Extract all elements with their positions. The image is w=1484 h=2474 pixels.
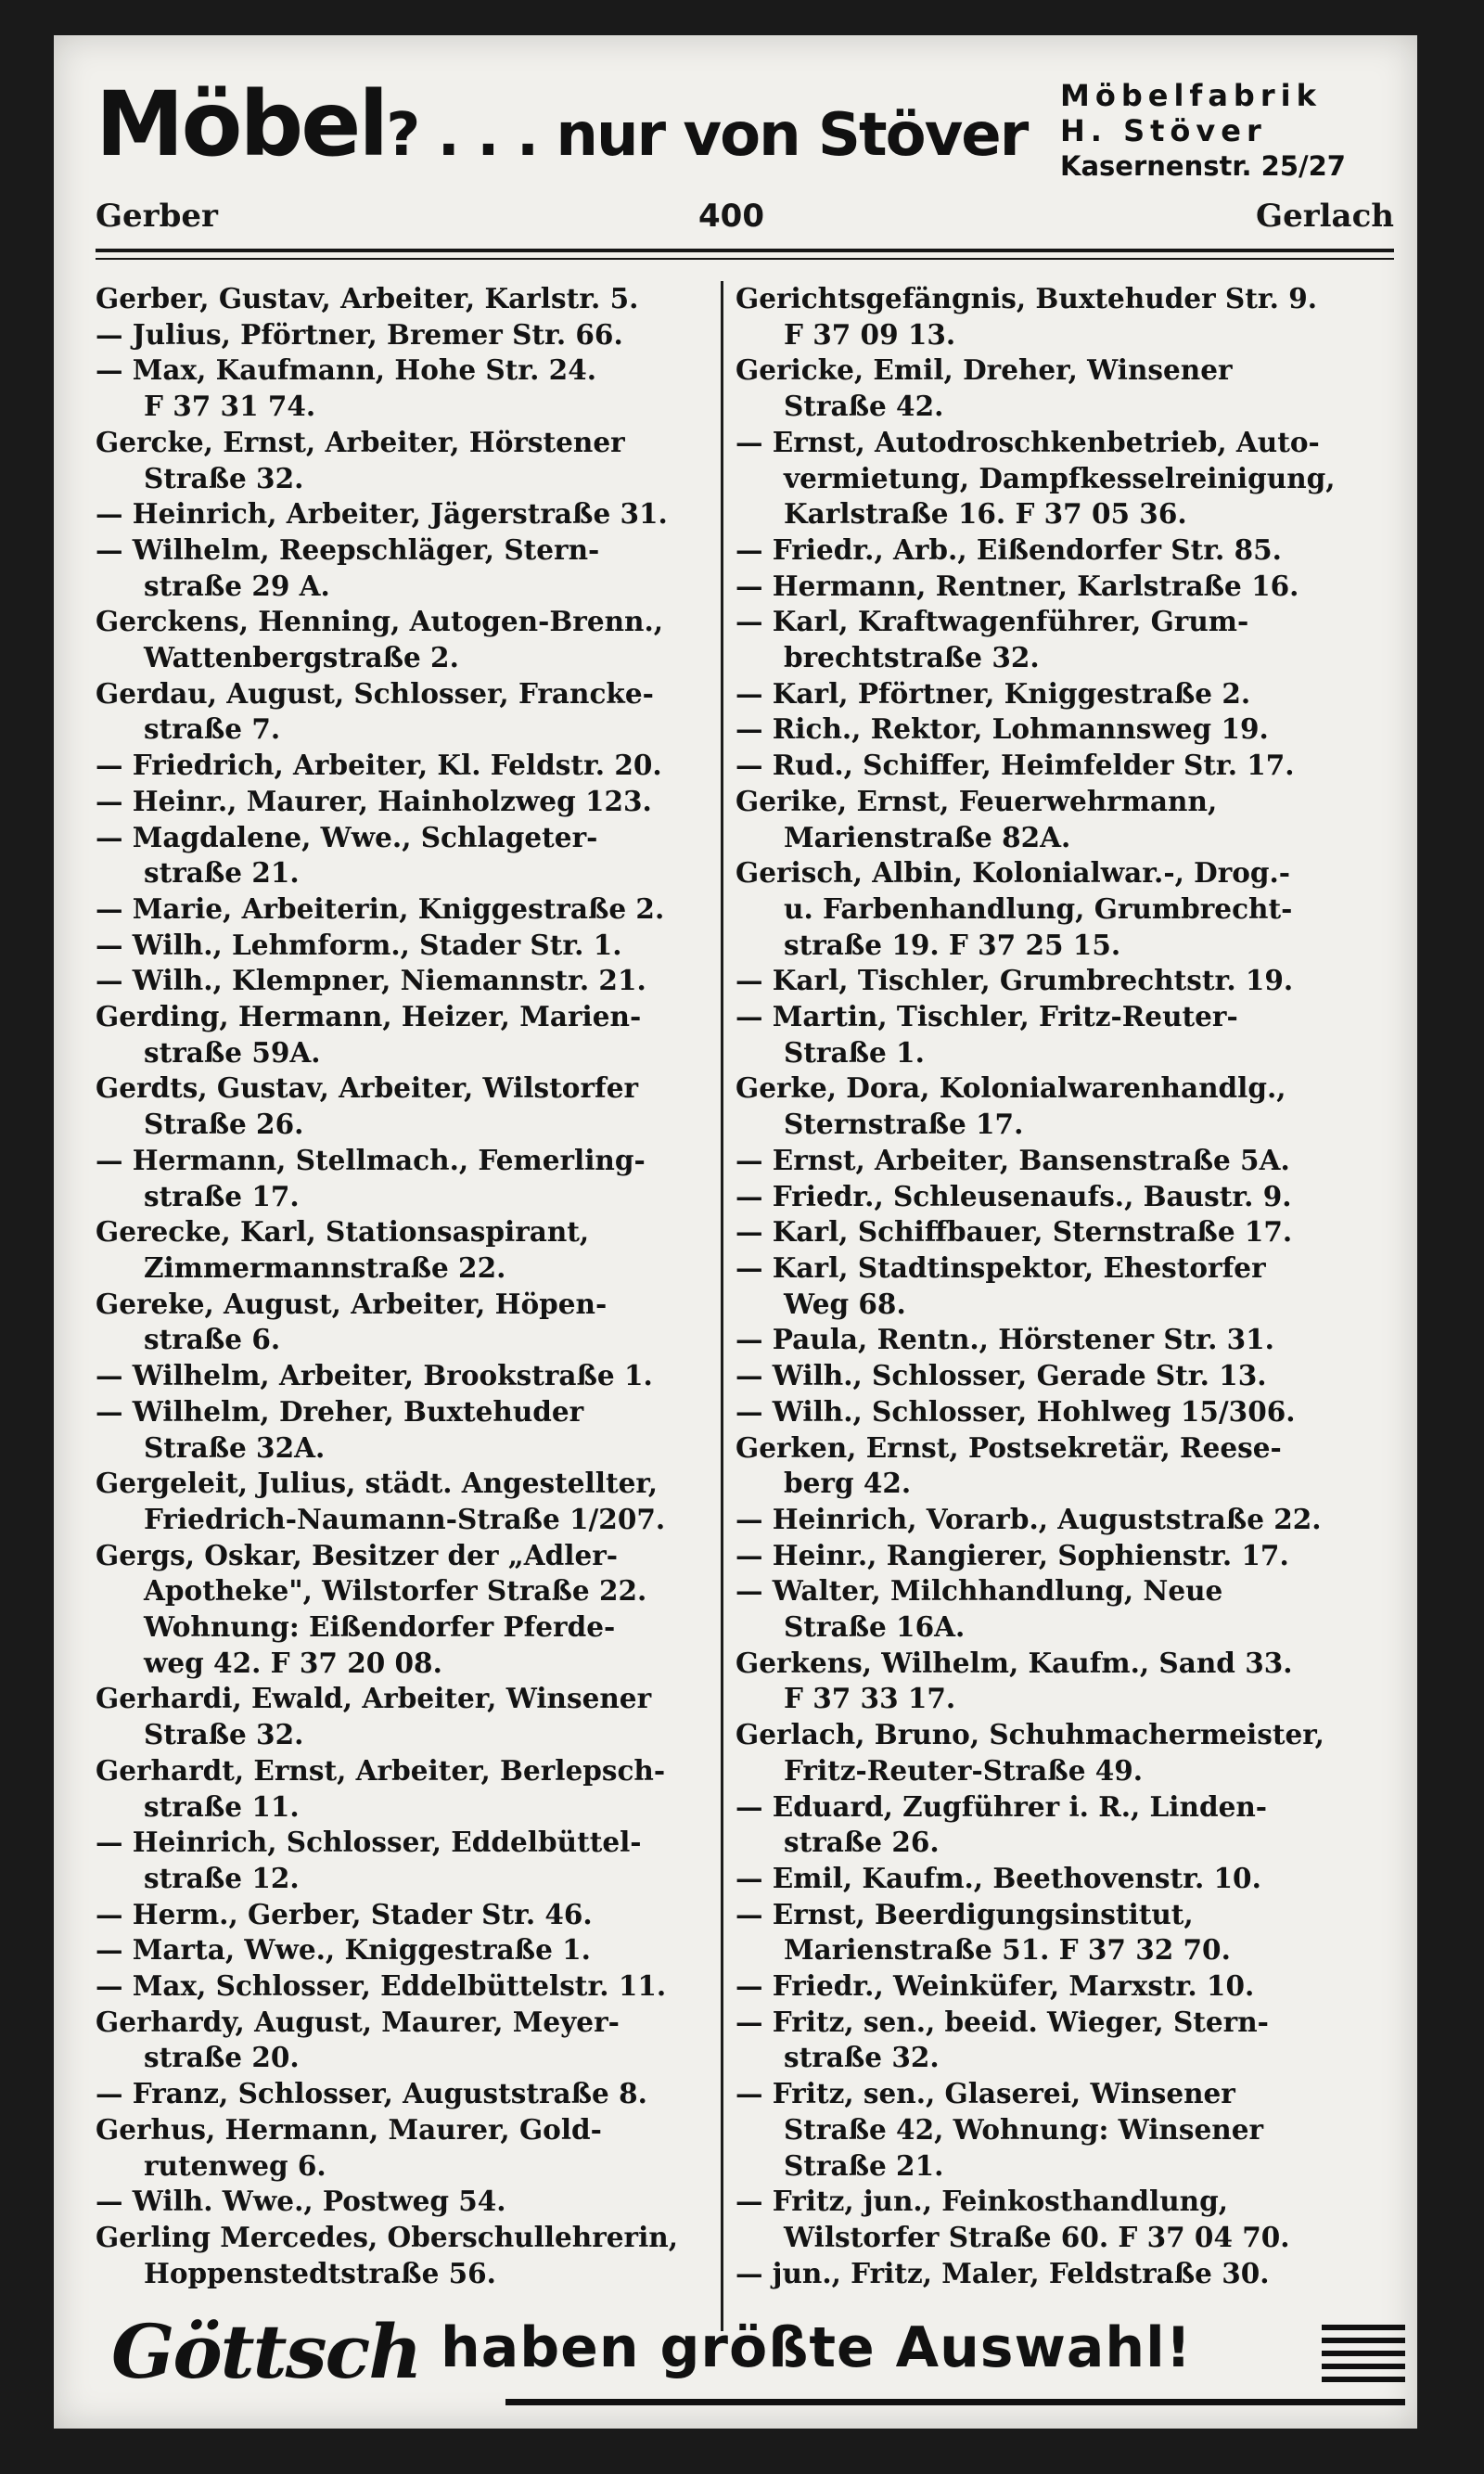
entry-continuation-line: Weg 68. [784, 1287, 906, 1320]
entry-line: Gericke, Emil, Dreher, Winsener [736, 353, 1233, 387]
entry-continuation-line: Straße 16A. [784, 1610, 966, 1644]
directory-entry [736, 1789, 1366, 1861]
directory-entry [96, 891, 726, 928]
entry-continuation-line: Marienstraße 82A. [784, 820, 1071, 853]
entry-line: Gergs, Oskar, Besitzer der „Adler- [96, 1538, 619, 1571]
entry-line: — jun., Fritz, Maler, Feldstraße 30. [736, 2256, 1270, 2289]
entry-continuation-line: Straße 1. [784, 1035, 925, 1069]
directory-entry [736, 569, 1366, 605]
directory-entry [736, 1573, 1366, 1645]
entry-line: — Franz, Schlosser, Auguststraße 8. [96, 2077, 647, 2110]
entry-line: Gerisch, Albin, Kolonialwar.-, Drog.- [736, 856, 1291, 890]
entry-continuation-line: Straße 32. [144, 1718, 304, 1751]
directory-entry [96, 1825, 726, 1896]
directory-entry [96, 1932, 726, 1968]
directory-entry [96, 1466, 726, 1537]
entry-line: — Karl, Stadtinspektor, Ehestorfer [736, 1250, 1266, 1284]
entry-continuation-line: u. Farbenhandlung, Grumbrecht- [784, 891, 1293, 925]
entry-continuation-line: brechtstraße 32. [784, 641, 1040, 674]
directory-entry [96, 784, 726, 820]
entry-continuation-line: F 37 31 74. [144, 390, 316, 423]
directory-entry [96, 1681, 726, 1752]
entry-line: Gercke, Ernst, Arbeiter, Hörstener [96, 425, 625, 458]
directory-entry [736, 676, 1366, 712]
entry-continuation-line: straße 19. F 37 25 15. [784, 928, 1121, 961]
entry-continuation-line: straße 59A. [144, 1035, 321, 1069]
directory-entry [736, 2005, 1366, 2076]
entry-continuation-line: Wilstorfer Straße 60. F 37 04 70. [784, 2220, 1290, 2253]
entry-continuation-line: Hoppenstedtstraße 56. [144, 2256, 496, 2289]
entry-line: Gergeleit, Julius, städt. Angestellter, [96, 1467, 659, 1500]
ad-slogan [96, 72, 1027, 176]
entry-continuation-line: Straße 42, Wohnung: Winsener [784, 2112, 1264, 2146]
directory-entry [96, 2076, 726, 2112]
entry-line: — Rud., Schiffer, Heimfelder Str. 17. [736, 749, 1295, 782]
ad-slogan-rest: ? . . . nur von Stöver [386, 101, 1028, 170]
directory-entry [736, 748, 1366, 784]
entry-line: — Ernst, Arbeiter, Bansenstraße 5A. [736, 1143, 1290, 1176]
directory-entry [96, 1070, 726, 1142]
directory-entry [736, 855, 1366, 963]
directory-entry [96, 604, 726, 675]
entry-continuation-line: rutenweg 6. [144, 2148, 326, 2182]
entry-continuation-line: F 37 09 13. [784, 317, 956, 351]
directory-entry [736, 784, 1366, 855]
entry-line: — Friedrich, Arbeiter, Kl. Feldstr. 20. [96, 749, 662, 782]
directory-entry [96, 1143, 726, 1214]
entry-line: Gerhardi, Ewald, Arbeiter, Winsener [96, 1682, 652, 1715]
entry-line: Gerhardy, August, Maurer, Meyer- [96, 2005, 620, 2038]
entry-continuation-line: Wattenbergstraße 2. [144, 641, 459, 674]
entry-line: — Wilh., Schlosser, Hohlweg 15/306. [736, 1394, 1296, 1428]
running-head-right: Gerlach [1256, 198, 1394, 235]
directory-entry [96, 496, 726, 532]
entry-continuation-line: vermietung, Dampfkesselreinigung, [784, 461, 1336, 494]
directory-entry [736, 1070, 1366, 1142]
entry-line: — Karl, Tischler, Grumbrechtstr. 19. [736, 964, 1294, 997]
directory-entry [96, 676, 726, 748]
entry-line: — Wilhelm, Reepschläger, Stern- [96, 532, 600, 566]
directory-entry [736, 1143, 1366, 1179]
directory-entry [96, 1753, 726, 1825]
entry-continuation-line: Straße 26. [144, 1108, 304, 1141]
directory-entry [736, 2184, 1366, 2255]
running-head-left: Gerber [96, 198, 218, 235]
entry-line: Gerckens, Henning, Autogen-Brenn., [96, 605, 664, 638]
directory-entry [96, 1897, 726, 1933]
entry-line: — Heinrich, Vorarb., Auguststraße 22. [736, 1502, 1322, 1535]
entry-continuation-line: Marienstraße 51. F 37 32 70. [784, 1933, 1231, 1967]
directory-entry [96, 1538, 726, 1682]
running-head [96, 198, 1394, 244]
entry-line: Gerhardt, Ernst, Arbeiter, Berlepsch- [96, 1753, 666, 1787]
entry-line: Gerdau, August, Schlosser, Francke- [96, 676, 654, 710]
entry-line: — Walter, Milchhandlung, Neue [736, 1574, 1223, 1608]
directory-entry [96, 2220, 726, 2291]
entry-continuation-line: Friedrich-Naumann-Straße 1/207. [144, 1502, 666, 1535]
entry-line: — Fritz, sen., Glaserei, Winsener [736, 2077, 1235, 2110]
entry-line: — Heinr., Maurer, Hainholzweg 123. [96, 784, 652, 817]
ad-brand: Göttsch [111, 2308, 421, 2395]
entry-line: — Karl, Schiffbauer, Sternstraße 17. [736, 1215, 1293, 1249]
entry-line: — Hermann, Stellmach., Femerling- [96, 1143, 646, 1176]
directory-entry [736, 604, 1366, 675]
entry-line: — Wilh., Klempner, Niemannstr. 21. [96, 964, 646, 997]
entry-line: — Friedr., Schleusenaufs., Baustr. 9. [736, 1179, 1292, 1212]
directory-entry [96, 928, 726, 964]
entry-line: Gerichtsgefängnis, Buxtehuder Str. 9. [736, 282, 1318, 314]
directory-entry [96, 353, 726, 424]
directory-entry [96, 2112, 726, 2184]
directory-entry [96, 2005, 726, 2076]
entry-line: Gerling Mercedes, Oberschullehrerin, [96, 2220, 679, 2253]
directory-entry [736, 1861, 1366, 1897]
directory-entry [96, 1358, 726, 1394]
entry-line: — Herm., Gerber, Stader Str. 46. [96, 1897, 593, 1930]
entry-line: Gerke, Dora, Kolonialwarenhandlg., [736, 1071, 1286, 1105]
entry-line: Gerken, Ernst, Postsekretär, Reese- [736, 1430, 1282, 1464]
entry-line: — Karl, Kraftwagenführer, Grum- [736, 605, 1249, 638]
bottom-advertisement [111, 2308, 1410, 2410]
entry-line: Gereke, August, Arbeiter, Höpen- [96, 1287, 608, 1320]
ad-firm-block [1060, 78, 1375, 184]
entry-line: Gerhus, Hermann, Maurer, Gold- [96, 2112, 602, 2146]
entry-line: Gerkens, Wilhelm, Kaufm., Sand 33. [736, 1646, 1293, 1679]
entry-continuation-line: straße 21. [144, 856, 300, 890]
directory-entry [96, 425, 726, 496]
column-divider [721, 281, 723, 2331]
directory-entry [736, 2256, 1366, 2292]
directory-entry [736, 1358, 1366, 1394]
entry-continuation-line: straße 17. [144, 1179, 300, 1212]
ad-firm-line1: Möbelfabrik [1060, 78, 1322, 113]
entry-line: — Max, Schlosser, Eddelbüttelstr. 11. [96, 1969, 667, 2003]
directory-entry [736, 1968, 1366, 2005]
entry-line: — Magdalene, Wwe., Schlageter- [96, 820, 598, 853]
directory-entry [736, 711, 1366, 748]
entry-line: — Fritz, jun., Feinkosthandlung, [736, 2185, 1228, 2218]
directory-entry [96, 999, 726, 1070]
directory-entry [96, 317, 726, 353]
ad-slogan-moebel: Möbel [96, 72, 387, 176]
ad-underline [505, 2399, 1405, 2405]
entry-line: — Paula, Rentn., Hörstener Str. 31. [736, 1323, 1274, 1356]
entry-line: — Rich., Rektor, Lohmannsweg 19. [736, 712, 1269, 746]
entry-continuation-line: straße 11. [144, 1789, 300, 1823]
entry-line: — Ernst, Autodroschkenbetrieb, Auto- [736, 425, 1320, 458]
directory-entry [736, 1646, 1366, 1717]
directory-entry [96, 1968, 726, 2005]
directory-entry [736, 2076, 1366, 2184]
entry-line: — Emil, Kaufm., Beethovenstr. 10. [736, 1861, 1261, 1894]
directory-entry [96, 1287, 726, 1358]
entry-continuation-line: Straße 42. [784, 390, 944, 423]
directory-entry [736, 353, 1366, 424]
entry-line: — Marie, Arbeiterin, Kniggestraße 2. [96, 891, 665, 925]
entry-continuation-line: Karlstraße 16. F 37 05 36. [784, 497, 1187, 531]
directory-entry [736, 1322, 1366, 1358]
entry-line: — Wilh., Lehmform., Stader Str. 1. [96, 928, 622, 961]
entry-line: — Wilh. Wwe., Postweg 54. [96, 2185, 506, 2218]
entry-line: — Fritz, sen., beeid. Wieger, Stern- [736, 2005, 1269, 2038]
directory-entry [736, 425, 1366, 532]
left-column [96, 281, 726, 2291]
entry-line: — Friedr., Arb., Eißendorfer Str. 85. [736, 532, 1282, 566]
entry-line: Gerding, Hermann, Heizer, Marien- [96, 1000, 642, 1033]
directory-entry [96, 1394, 726, 1466]
entry-line: — Martin, Tischler, Fritz-Reuter- [736, 1000, 1238, 1033]
header-rule-bottom [96, 258, 1394, 260]
entry-continuation-line: straße 29 A. [144, 569, 330, 602]
entry-continuation-line: straße 12. [144, 1861, 300, 1894]
directory-entry [736, 1394, 1366, 1430]
directory-entry [736, 1250, 1366, 1322]
entry-continuation-line: straße 26. [784, 1826, 940, 1859]
entry-continuation-line: straße 7. [144, 712, 281, 746]
entry-line: — Wilhelm, Dreher, Buxtehuder [96, 1394, 584, 1428]
entry-continuation-line: Straße 32A. [144, 1430, 326, 1464]
directory-entry [96, 1214, 726, 1286]
entry-line: Gerecke, Karl, Stationsaspirant, [96, 1215, 590, 1249]
entry-line: — Karl, Pförtner, Kniggestraße 2. [736, 676, 1251, 710]
directory-entry [736, 1502, 1366, 1538]
directory-entry [736, 1179, 1366, 1215]
entry-line: — Max, Kaufmann, Hohe Str. 24. [96, 353, 596, 387]
right-column [736, 281, 1366, 2291]
entry-continuation-line: Wohnung: Eißendorfer Pferde- [144, 1610, 616, 1644]
entry-line: — Heinrich, Schlosser, Eddelbüttel- [96, 1826, 642, 1859]
directory-entry [736, 1897, 1366, 1968]
directory-entry [736, 999, 1366, 1070]
entry-continuation-line: straße 32. [784, 2041, 940, 2074]
entry-continuation-line: Straße 32. [144, 461, 304, 494]
entry-line: — Wilh., Schlosser, Gerade Str. 13. [736, 1359, 1267, 1392]
entry-line: — Ernst, Beerdigungsinstitut, [736, 1897, 1194, 1930]
directory-entry [736, 1538, 1366, 1574]
directory-entry [736, 281, 1366, 353]
header-rule-top [96, 249, 1394, 252]
entry-continuation-line: weg 42. F 37 20 08. [144, 1646, 442, 1679]
entry-continuation-line: Straße 21. [784, 2148, 944, 2182]
directory-entry [96, 820, 726, 891]
ad-firm-line2: H. Stöver [1060, 113, 1267, 148]
directory-entry [96, 748, 726, 784]
directory-entry [96, 281, 726, 317]
entry-line: — Eduard, Zugführer i. R., Linden- [736, 1789, 1268, 1823]
entry-continuation-line: berg 42. [784, 1467, 912, 1500]
entry-line: — Wilhelm, Arbeiter, Brookstraße 1. [96, 1359, 653, 1392]
entry-continuation-line: Sternstraße 17. [784, 1108, 1024, 1141]
entry-line: — Heinrich, Arbeiter, Jägerstraße 31. [96, 497, 668, 531]
entry-continuation-line: Fritz-Reuter-Straße 49. [784, 1753, 1144, 1787]
entry-line: — Friedr., Weinküfer, Marxstr. 10. [736, 1969, 1255, 2003]
entry-line: — Hermann, Rentner, Karlstraße 16. [736, 569, 1299, 602]
directory-entry [736, 1717, 1366, 1788]
directory-entry [96, 963, 726, 999]
entry-line: Gerber, Gustav, Arbeiter, Karlstr. 5. [96, 282, 639, 314]
entry-line: Gerlach, Bruno, Schuhmachermeister, [736, 1718, 1324, 1751]
directory-entry [96, 532, 726, 604]
entry-continuation-line: F 37 33 17. [784, 1682, 956, 1715]
ad-firm-address: Kasernenstr. 25/27 [1060, 150, 1346, 182]
ad-bottom-slogan: haben größte Auswahl! [441, 2315, 1193, 2380]
directory-entry [736, 963, 1366, 999]
entry-continuation-line: Apotheke", Wilstorfer Straße 22. [144, 1574, 647, 1608]
entry-continuation-line: straße 20. [144, 2041, 300, 2074]
entry-line: — Marta, Wwe., Kniggestraße 1. [96, 1933, 591, 1967]
entry-line: Gerike, Ernst, Feuerwehrmann, [736, 784, 1218, 817]
entry-line: — Heinr., Rangierer, Sophienstr. 17. [736, 1538, 1289, 1571]
directory-entry [736, 1214, 1366, 1250]
directory-entry [96, 2184, 726, 2220]
top-advertisement [96, 63, 1394, 212]
directory-entry [736, 532, 1366, 569]
entry-line: Gerdts, Gustav, Arbeiter, Wilstorfer [96, 1071, 639, 1105]
directory-page [54, 35, 1417, 2429]
directory-entry [736, 1430, 1366, 1502]
page-number: 400 [698, 198, 764, 235]
entry-line: — Julius, Pförtner, Bremer Str. 66. [96, 317, 623, 351]
entry-continuation-line: straße 6. [144, 1323, 281, 1356]
entry-continuation-line: Zimmermannstraße 22. [144, 1250, 506, 1284]
stripes-ornament [1322, 2325, 1405, 2390]
